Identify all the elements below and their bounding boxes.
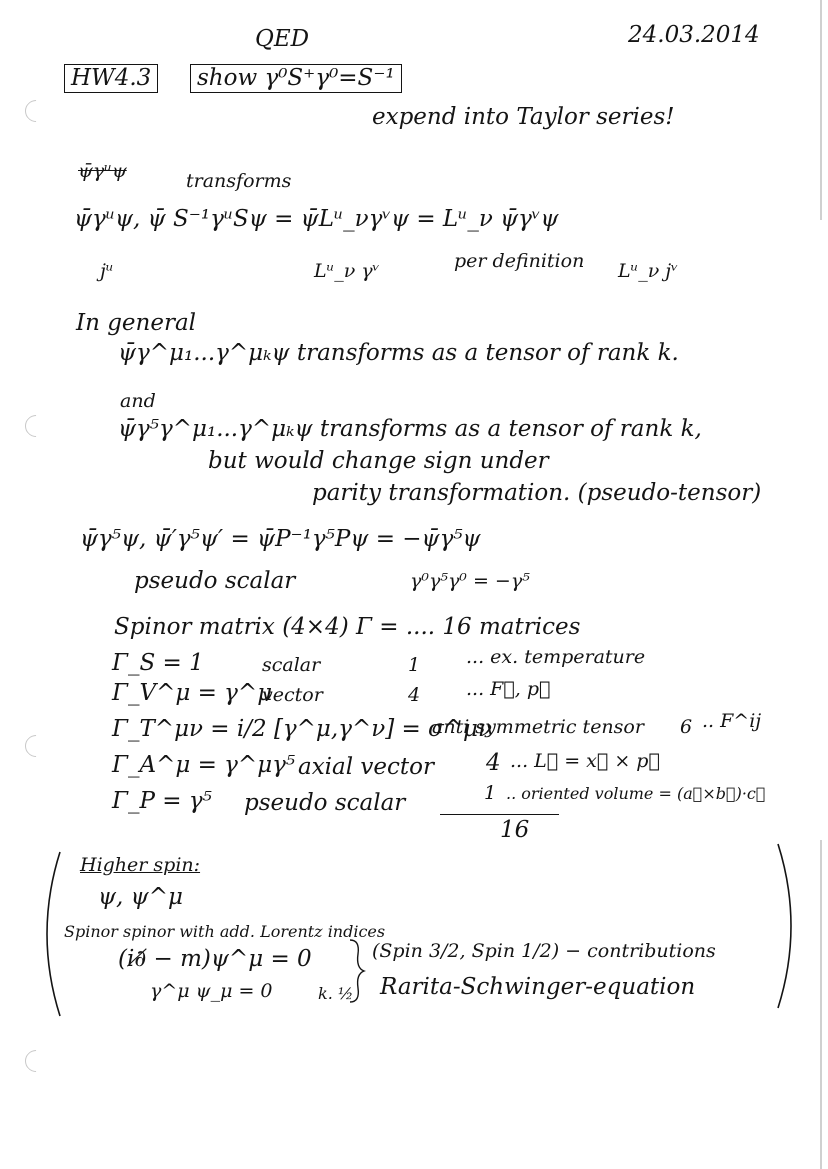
table-row-example: ... ex. temperature xyxy=(466,646,646,668)
rarita-schwinger-equation: Rarita-Schwinger-equation xyxy=(380,974,696,1000)
table-row-count: 1 xyxy=(408,654,421,676)
struck-expression: ψ̄γᵘψ xyxy=(78,160,127,182)
higher-spin-heading: Higher spin: xyxy=(80,854,201,876)
table-row-count: 6 xyxy=(680,716,693,738)
binder-hole-icon xyxy=(20,1045,51,1076)
table-row-example: .. oriented volume = (a⃗×b⃗)·c⃗ xyxy=(506,784,766,803)
transformed-current-label: Lᵘ_ν jᵛ xyxy=(618,260,679,282)
spinor-matrix-intro: Spinor matrix (4×4) Γ = .... 16 matrices xyxy=(114,614,581,640)
date: 24.03.2014 xyxy=(628,22,760,48)
brace-icon xyxy=(346,938,368,1004)
in-general-heading: In general xyxy=(76,310,197,336)
matrix-total: 16 xyxy=(440,814,559,842)
table-row-name: axial vector xyxy=(298,754,434,780)
table-row-name: anti symmetric tensor xyxy=(432,716,644,738)
table-row-formula: Γ_V^μ = γ^μ xyxy=(112,680,273,706)
constraint-note: k. ½ xyxy=(318,984,354,1003)
binder-hole-icon xyxy=(20,410,51,441)
gamma-identity: γ⁰γ⁵γ⁰ = −γ⁵ xyxy=(410,570,530,592)
sign-change-line: but would change sign under xyxy=(208,448,549,474)
field-equation: (i∂̸ − m)ψ^μ = 0 xyxy=(118,946,312,972)
table-row-formula: Γ_S = 1 xyxy=(112,650,204,676)
table-row-count: 1 xyxy=(484,782,497,804)
tensor-rank-line: ψ̄γ^μ₁...γ^μₖψ transforms as a tensor of rank k. xyxy=(118,340,679,366)
per-definition: per definition xyxy=(454,250,585,272)
spinor-labels: Spinor spinor with add. Lorentz indices xyxy=(64,922,386,941)
task-statement: show γ⁰S⁺γ⁰=S⁻¹ xyxy=(190,64,402,93)
table-row-name: vector xyxy=(262,684,323,706)
table-row-example: .. F^ij xyxy=(702,710,762,732)
table-row-name: scalar xyxy=(262,654,321,676)
and-word: and xyxy=(120,390,156,412)
page-edge xyxy=(820,0,822,220)
parity-line: parity transformation. (pseudo-tensor) xyxy=(312,480,762,506)
table-row-name: pseudo scalar xyxy=(244,790,406,816)
gamma-constraint: γ^μ ψ_μ = 0 xyxy=(150,980,273,1002)
lorentz-gamma-label: Lᵘ_ν γᵛ xyxy=(314,260,380,282)
binder-hole-icon xyxy=(20,730,51,761)
binder-hole-icon xyxy=(20,95,51,126)
course-title: QED xyxy=(255,26,310,52)
table-row-count: 4 xyxy=(408,684,421,706)
gamma5-tensor-line: ψ̄γ⁵γ^μ₁...γ^μₖψ transforms as a tensor of rank k, xyxy=(118,416,702,442)
table-row-formula: Γ_P = γ⁵ xyxy=(112,788,212,814)
vector-transformation-equation: ψ̄γᵘψ, ψ̄ S⁻¹γᵘSψ = ψ̄Lᵘ_νγᵛψ = Lᵘ_ν ψ̄γᵛψ xyxy=(74,206,559,232)
table-row-formula: Γ_T^μν = i/2 [γ^μ,γ^ν] = σ^μν xyxy=(112,716,492,742)
pseudo-scalar-equation: ψ̄γ⁵ψ, ψ̄′γ⁵ψ′ = ψ̄P⁻¹γ⁵Pψ = −ψ̄γ⁵ψ xyxy=(80,526,481,552)
spinor-fields: ψ, ψ^μ xyxy=(98,884,183,910)
right-paren-icon xyxy=(770,840,810,1012)
table-row-example: ... L⃗ = x⃗ × p⃗ xyxy=(510,750,660,772)
pseudo-scalar-label: pseudo scalar xyxy=(134,568,296,594)
current-label: jᵘ xyxy=(100,260,114,282)
transforms-word: transforms xyxy=(186,170,292,192)
spin-contributions: (Spin 3/2, Spin 1/2) − contributions xyxy=(372,940,716,962)
homework-label: HW4.3 xyxy=(64,64,158,93)
table-row-example: ... F⃗, p⃗ xyxy=(466,678,551,700)
table-row-count: 4 xyxy=(486,750,501,776)
hint: expend into Taylor series! xyxy=(372,104,675,130)
table-row-formula: Γ_A^μ = γ^μγ⁵ xyxy=(112,752,296,778)
page-edge xyxy=(820,840,822,1169)
